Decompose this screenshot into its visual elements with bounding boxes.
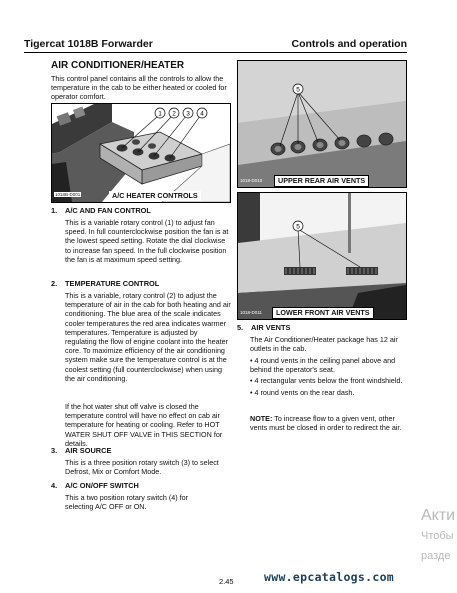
list-item: • 4 round vents in the ceiling panel above and behind the operator's seat. bbox=[250, 356, 396, 375]
rear-vents-figure bbox=[237, 60, 407, 188]
item-paragraph: This is a variable, rotary control (2) to adjust the temperature of air in the cab for both heating and air conditioning. The blue area of the scale indicates cooler temperatures the red area indicates warmer temperatures. Temperature is adjusted by regulating the flow of engine coolant into the heater core. To maximize efficiency of the air conditioning system make sure the temperature control is at the coolest setting (full counterclockwise) when using the air conditioning. bbox=[65, 291, 231, 383]
figure-code: 1018B-D001 bbox=[55, 192, 81, 197]
front-vents-photo bbox=[238, 193, 406, 319]
controls-illustration bbox=[52, 104, 230, 202]
list-item: • 4 round vents on the rear dash. bbox=[250, 387, 355, 397]
controls-figure bbox=[51, 103, 231, 203]
list-item: • 4 rectangular vents below the front windshield. bbox=[250, 376, 403, 386]
callout-5-rear: 5 bbox=[296, 86, 300, 94]
activation-watermark-line: Акти bbox=[421, 507, 456, 524]
intro-paragraph: This control panel contains all the controls to allow the temperature in the cab to be either heated or cooled for operator comfort. bbox=[51, 74, 227, 102]
figure-code: 1018-D010 bbox=[240, 178, 263, 183]
item-paragraph: If the hot water shut off valve is closed the temperature control will have no effect on cab air temperature for heating or cooling. Refer to HOT WATER SHUT OFF VALVE in THIS SECTION for details. bbox=[65, 402, 223, 448]
callout-4: 4 bbox=[200, 110, 204, 118]
chapter-title: Controls and operation bbox=[291, 38, 407, 50]
item-heading: 3. AIR SOURCE bbox=[51, 446, 112, 455]
item-paragraph: This is a variable rotary control (1) to adjust fan speed. In full counterclockwise position the fan is at the lowest speed setting. Rotate the dial clockwise to increase fan speed. In the full clockwise position the fan is at maximum speed setting. bbox=[65, 218, 229, 264]
front-vents-figure bbox=[237, 192, 407, 320]
callout-3: 3 bbox=[186, 110, 190, 118]
section-title: AIR CONDITIONER/HEATER bbox=[51, 60, 185, 71]
vent-bullet-list bbox=[250, 356, 410, 399]
callout-2: 2 bbox=[172, 110, 176, 118]
item-heading: 2. TEMPERATURE CONTROL bbox=[51, 279, 160, 288]
activation-watermark-line: разде bbox=[421, 550, 451, 562]
callout-1: 1 bbox=[158, 110, 162, 118]
item-heading: 4. A/C ON/OFF SWITCH bbox=[51, 481, 139, 490]
document-title: Tigercat 1018B Forwarder bbox=[24, 38, 153, 50]
item-paragraph: This a two position rotary switch (4) for selecting A/C OFF or ON. bbox=[65, 493, 189, 512]
callout-5-front: 5 bbox=[296, 223, 300, 231]
page-number: 2.45 bbox=[219, 577, 234, 586]
note-paragraph: NOTE: To increase flow to a given vent, other vents must be closed in order to redirect the air. bbox=[250, 414, 402, 433]
rear-vents-photo bbox=[238, 61, 406, 187]
figure-caption: A/C HEATER CONTROLS bbox=[109, 191, 201, 201]
figure-code: 1018-D011 bbox=[240, 310, 262, 315]
figure-caption: UPPER REAR AIR VENTS bbox=[274, 175, 369, 187]
item-paragraph: This is a three position rotary switch (3) to select Defrost, Mix or Comfort Mode. bbox=[65, 458, 219, 477]
item-heading: 5. AIR VENTS bbox=[237, 323, 291, 332]
header-rule bbox=[24, 52, 407, 53]
item-heading: 1. A/C AND FAN CONTROL bbox=[51, 206, 151, 215]
activation-watermark-line: Чтобы bbox=[421, 530, 454, 542]
figure-caption: LOWER FRONT AIR VENTS bbox=[272, 307, 374, 319]
item-paragraph: The Air Conditioner/Heater package has 12 air outlets in the cab. bbox=[250, 335, 398, 354]
watermark-url: www.epcatalogs.com bbox=[264, 570, 395, 584]
